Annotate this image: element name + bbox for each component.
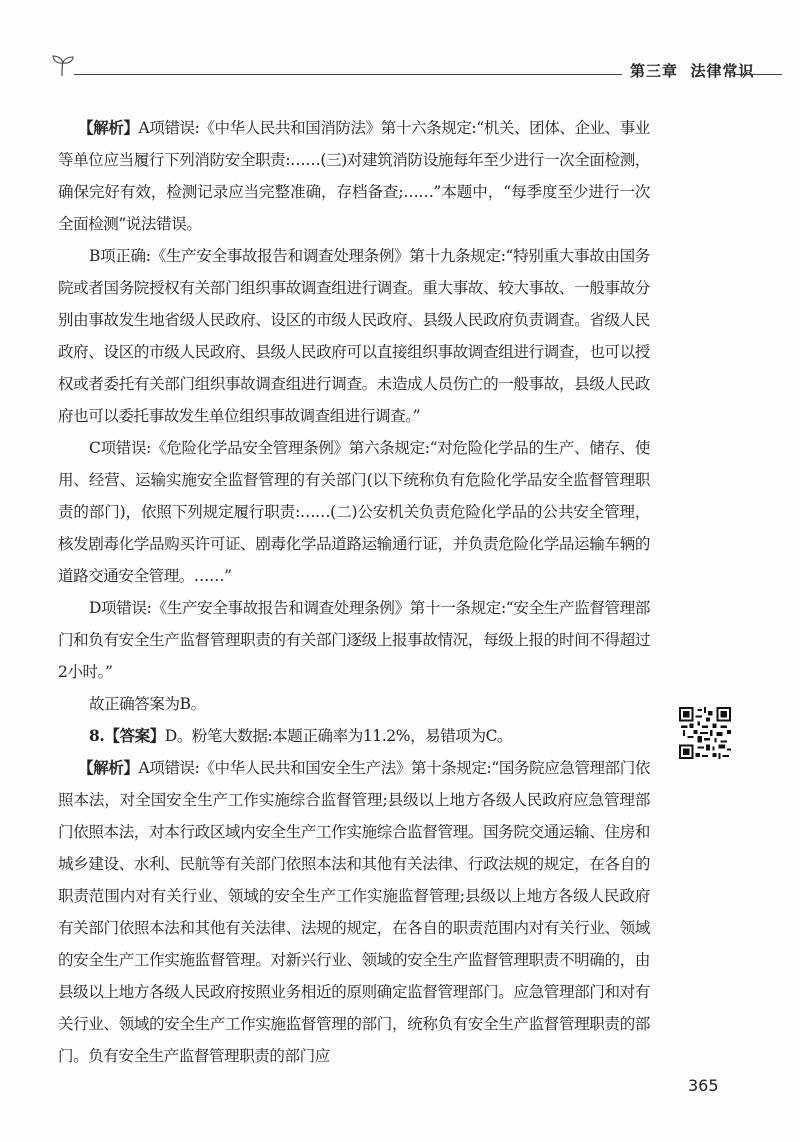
paragraph-answer-8 — [58, 720, 650, 752]
paragraph-option-d — [58, 592, 650, 688]
paragraph-label: 【解析】 — [78, 118, 139, 137]
paragraph-text: D项错误:《生产安全事故报告和调查处理条例》第十一条规定:“安全生产监督管理部门和负有安全生产监督管理职责的有关部门逐级上报事故情况，每级上报的时间不得超过2小时。” — [58, 599, 650, 681]
header-rule-left — [74, 74, 622, 75]
paragraph-text: D。粉笔大数据:本题正确率为11.2%，易错项为C。 — [164, 727, 513, 745]
page-header — [52, 54, 782, 80]
qr-code-icon[interactable] — [679, 707, 731, 759]
paragraph-label: 8.【答案】 — [89, 726, 165, 745]
chapter-number: 第三章 — [630, 62, 679, 80]
paragraph-option-c — [58, 432, 650, 592]
paragraph-option-b — [58, 240, 650, 432]
paragraph-analysis-7 — [58, 112, 650, 240]
paragraph-label: 【解析】 — [78, 758, 139, 777]
paragraph-text: A项错误:《中华人民共和国消防法》第十六条规定:“机关、团体、企业、事业等单位应当履行下列消防安全职责:……(三)对建筑消防设施每年至少进行一次全面检测，确保完好有效，检测记录应当完整准确，存档备查;……”本题中，“每季度至少进行一次全面检测”说法错误。 — [58, 119, 650, 233]
page-number: 365 — [688, 1076, 719, 1095]
paragraph-text: A项错误:《中华人民共和国安全生产法》第十条规定:“国务院应急管理部门依照本法，对全国安全生产工作实施综合监督管理;县级以上地方各级人民政府应急管理部门依照本法，对本行政区域内安全生产工作实施综合监督管理。国务院交通运输、住房和城乡建设、水利、民航等有关部门依照本法和其他有关法律、行政法规的规定，在各自的职责范围内对有关行业、领域的安全生产工作实施监督管理;县级以上地方各级人民政府有关部门依照本法和其他有关法律、法规的规定，在各自的职责范围内对有关行业、领域的安全生产工作实施监督管理。对新兴行业、领域的安全生产监督管理职责不明确的，由县级以上地方各级人民政府按照业务相近的原则确定监督管理部门。应急管理部门和对有关行业、领域的安全生产工作实施监督管理的部门，统称负有安全生产监督管理职责的部门。负有安全生产监督管理职责的部门应 — [58, 759, 650, 1065]
chapter-title: 法律常识 — [690, 62, 755, 80]
paragraph-analysis-8 — [58, 752, 650, 1072]
paragraph-text: 故正确答案为B。 — [89, 695, 206, 713]
paragraph-text: C项错误:《危险化学品安全管理条例》第六条规定:“对危险化学品的生产、储存、使用、经营、运输实施安全监督管理的有关部门(以下统称负有危险化学品安全监督管理职责的部门)，依照下列规定履行职责:……(二)公安机关负责危险化学品的公共安全管理，核发剧毒化学品购买许可证、剧毒化学品道路运输通行证，并负责危险化学品运输车辆的道路交通安全管理。……” — [58, 439, 650, 585]
chapter-heading — [630, 60, 755, 81]
paragraph-conclusion — [58, 688, 650, 720]
paragraph-text: B项正确:《生产安全事故报告和调查处理条例》第十九条规定:“特别重大事故由国务院或者国务院授权有关部门组织事故调查组进行调查。重大事故、较大事故、一般事故分别由事故发生地省级人民政府、设区的市级人民政府、县级人民政府负责调查。省级人民政府、设区的市级人民政府、县级人民政府可以直接组织事故调查组进行调查，也可以授权或者委托有关部门组织事故调查组进行调查。未造成人员伤亡的一般事故，县级人民政府也可以委托事故发生单位组织事故调查组进行调查。” — [58, 247, 650, 425]
sprout-icon — [52, 54, 74, 78]
header-rule-right — [735, 74, 782, 75]
page-body — [58, 112, 650, 1072]
